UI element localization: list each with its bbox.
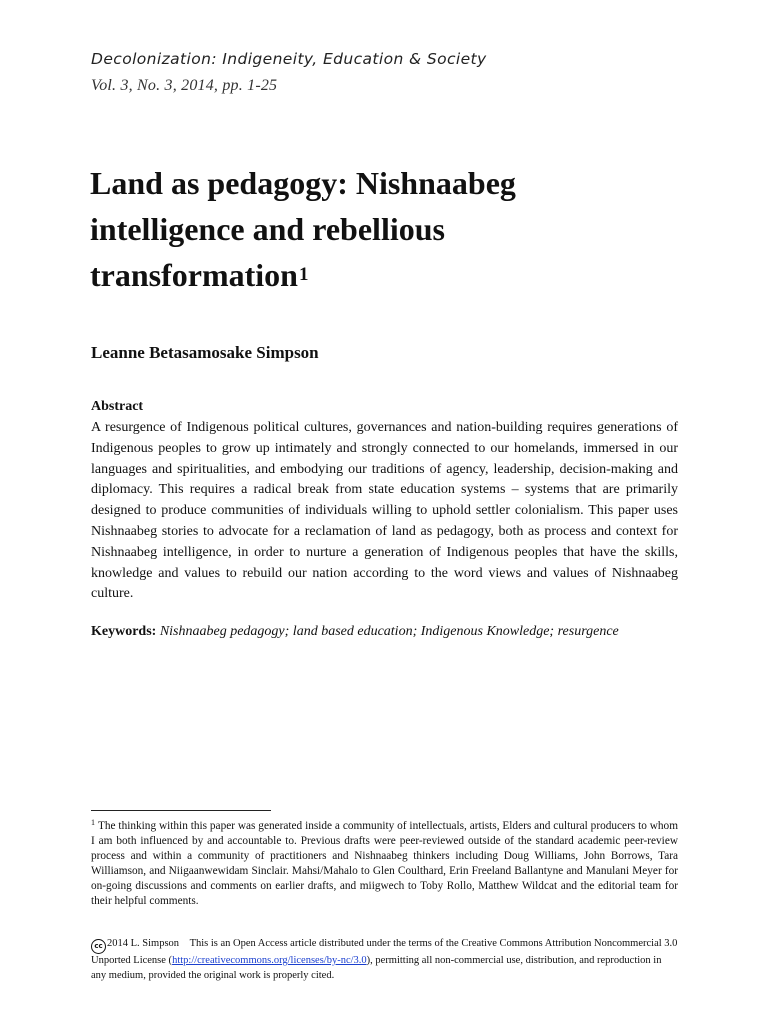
footnote-divider bbox=[91, 810, 271, 811]
keywords-list: Nishnaabeg pedagogy; land based education; Indigenous Knowledge; resurgence bbox=[159, 624, 619, 639]
footnote-marker: 1 bbox=[91, 818, 95, 827]
article-title bbox=[90, 160, 690, 304]
license-notice bbox=[91, 937, 678, 983]
license-text-before: This is an Open Access article distributed under the terms of the Creative Commons Attribution Noncommercial 3.0 Unported License ( bbox=[91, 938, 678, 966]
license-link[interactable]: http://creativecommons.org/licenses/by-nc/3.0 bbox=[172, 955, 367, 966]
keywords-label: Keywords: bbox=[91, 624, 157, 639]
abstract-body: A resurgence of Indigenous political cultures, governances and nation-building requires generations of Indigenous peoples to grow up intimately and strongly connected to our homelands, immersed in our languages and spiritualities, and embodying our traditions of agency, leadership, decision-making and diplomacy. This requires a radical break from state education systems – systems that are primarily designed to produce communities of individuals willing to uphold settler colonialism. This paper uses Nishnaabeg stories to advocate for a reclamation of land as pedagogy, both as process and context for Nishnaabeg intelligence, in order to nurture a generation of Indigenous peoples that have the skills, knowledge and values to rebuild our nation according to the word views and values of Nishnaabeg culture. bbox=[91, 420, 678, 602]
footnote bbox=[91, 815, 678, 909]
abstract-heading: Abstract bbox=[91, 399, 144, 414]
keywords bbox=[91, 624, 681, 640]
copyright-text: 2014 L. Simpson bbox=[107, 938, 180, 949]
journal-name: Decolonization: Indigeneity, Education & Society bbox=[91, 50, 487, 68]
author-name: Leanne Betasamosake Simpson bbox=[91, 343, 319, 362]
footnote-text: The thinking within this paper was generated inside a community of intellectuals, artists, Elders and cultural producers to whom I am both influenced by and accountable to. Previous drafts were peer-reviewed outside of the standard academic peer-review process and within a community of practitioners and Nishnaabeg thinkers including Doug Williams, John Borrows, Tara Williamson, and Niigaanwewidam Sinclair. Mahsi/Mahalo to Glen Coulthard, Erin Freeland Ballantyne and Manulani Meyer for on-going discussions and comments on earlier drafts, and miigwech to Toby Rollo, Matthew Wildcat and the editorial team for their helpful comments. bbox=[91, 820, 678, 907]
license-text-after: ), permitting all non-commercial use, distribution, and reproduction in any medium, provided the original work is properly cited. bbox=[91, 955, 662, 981]
creative-commons-icon: cc bbox=[91, 939, 106, 954]
title-line-3: transformation bbox=[90, 257, 298, 293]
journal-issue: Vol. 3, No. 3, 2014, pp. 1-25 bbox=[91, 77, 278, 94]
title-footnote-marker[interactable]: 1 bbox=[298, 264, 309, 285]
title-line-1: Land as pedagogy: Nishnaabeg bbox=[90, 165, 516, 201]
title-line-2: intelligence and rebellious bbox=[90, 211, 445, 247]
